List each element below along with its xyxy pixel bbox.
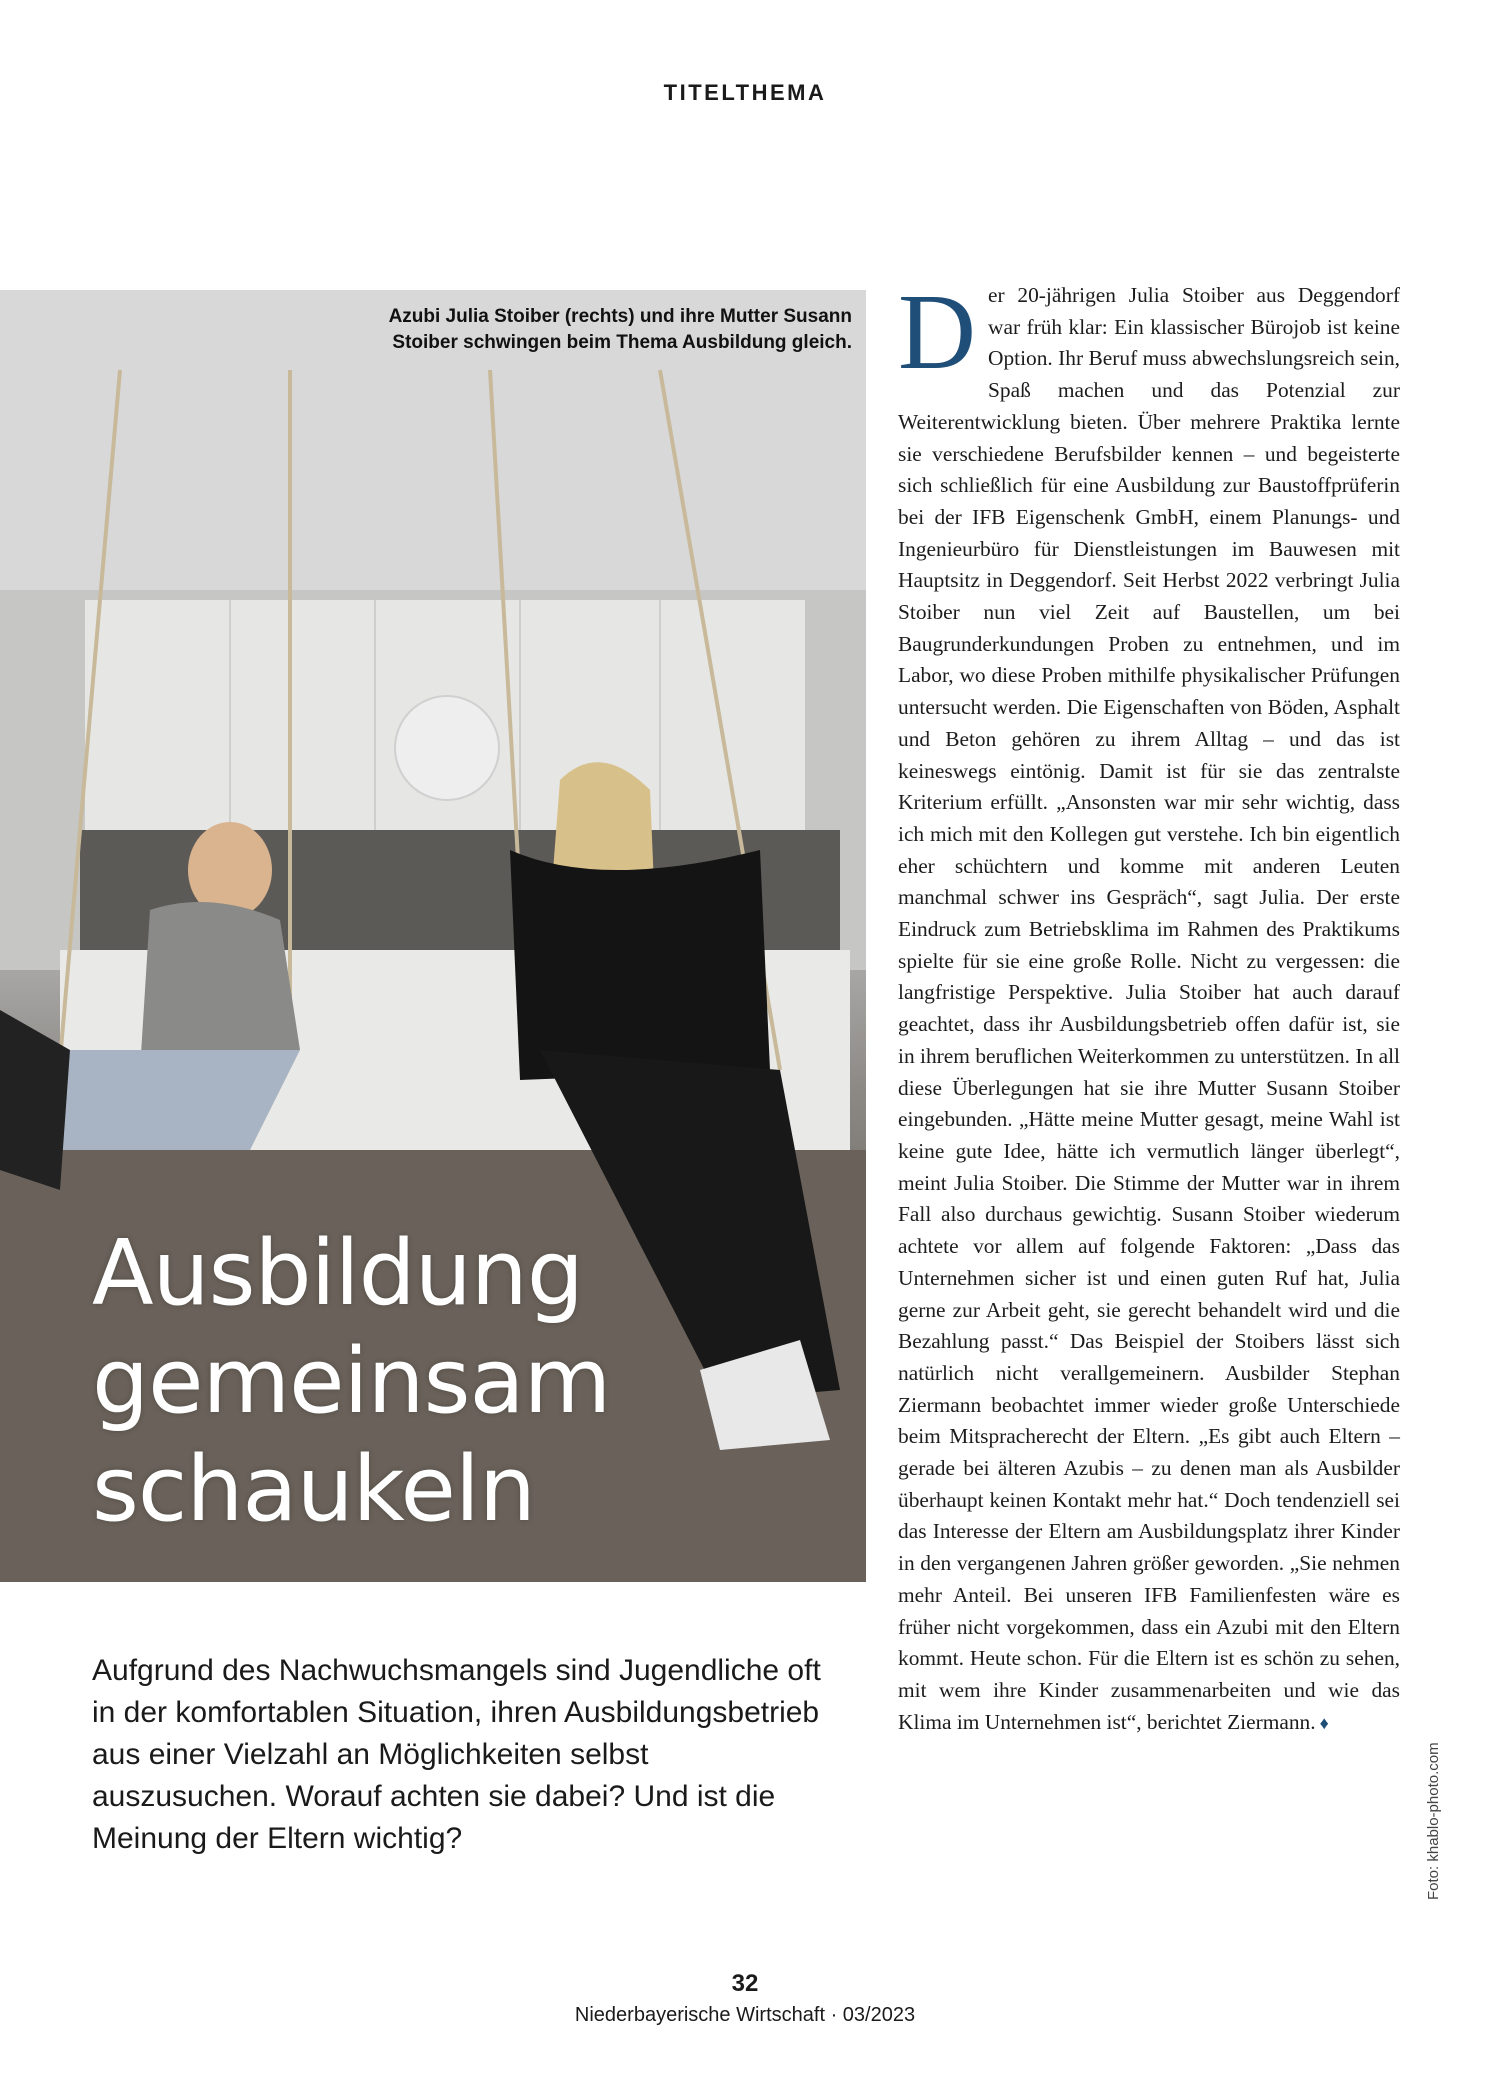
article-text: er 20-jährigen Julia Stoiber aus Deggendorf war früh klar: Ein klassischer Bürojob ist keine Option. Ihr Beruf muss abwechslungsreich sein, Spaß machen und das Potenzial zur Weiterentwicklung bieten. Über mehrere Praktika lernte sie verschiedene Berufsbilder kennen – und begeisterte sich schließlich für eine Ausbildung zur Baustoffprüferin bei der IFB Eigenschenk GmbH, einem Planungs- und Ingenieurbüro für Dienstleistungen im Bauwesen mit Hauptsitz in Deggendorf. Seit Herbst 2022 verbringt Julia Stoiber nun viel Zeit auf Baustellen, um bei Baugrunderkundungen Proben zu entnehmen, und im Labor, wo diese Proben mithilfe physikalischer Prüfungen untersucht werden. Die Eigenschaften von Böden, Asphalt und Beton gehören zu ihrem Alltag – und das ist keineswegs eintönig. Damit ist für sie das zentralste Kriterium erfüllt. „Ansonsten war mir sehr wichtig, dass ich mich mit den Kollegen gut verstehe. Ich bin eigentlich eher schüchtern und komme mit anderen Leuten manchmal schwer ins Gespräch“, sagt Julia. Der erste Eindruck zum Betriebsklima im Rahmen des Praktikums spielte für sie eine große Rolle. Nicht zu vergessen: die langfristige Perspektive. Julia Stoiber hat auch darauf geachtet, dass ihr Ausbildungsbetrieb offen dafür ist, sie in ihrem beruflichen Weiterkommen zu unterstützen. In all diese Überlegungen hat sie ihre Mutter Susann Stoiber eingebunden. „Hätte meine Mutter gesagt, meine Wahl ist keine gute Idee, hätte ich vermutlich länger überlegt“, meint Julia Stoiber. Die Stimme der Mutter war in ihrem Fall also durchaus gewichtig. Susann Stoiber wiederum achtete vor allem auf folgende Faktoren: „Dass das Unternehmen sicher ist und einen guten Ruf hat, Julia gerne zur Arbeit geht, sie gerecht behandelt wird und die Bezahlung passt.“ Das Beispiel der Stoibers lässt sich natürlich nicht verallgemeinern. Ausbilder Stephan Ziermann beobachtet immer wieder große Unterschiede beim Mitspracherecht der Eltern. „Es gibt auch Eltern – gerade bei älteren Azubis – zu denen man als Ausbilder überhaupt keinen Kontakt mehr hat.“ Doch tendenziell sei das Interesse der Eltern am Ausbildungsplatz ihrer Kinder in den vergangenen Jahren größer geworden. „Sie nehmen mehr Anteil. Bei unseren IFB Familienfesten wäre es früher nicht vorgekommen, dass ein Azubi mit den Eltern kommt. Heute schon. Für die Eltern ist es schön zu sehen, mit wem ihre Kinder zusammenarbeiten und wie das Klima im Unternehmen ist“, berichtet Ziermann. [898, 283, 1400, 1734]
photo-credit: Foto: khablo-photo.com [1425, 1742, 1442, 1900]
hero-photo [0, 290, 866, 1582]
publication-footer: Niederbayerische Wirtschaft · 03/2023 [574, 2004, 916, 2026]
headline-line-2: gemeinsam [92, 1329, 611, 1434]
headline [92, 1220, 832, 1544]
headline-line-3: schaukeln [92, 1437, 535, 1542]
dropcap: D [898, 273, 976, 392]
photo-caption: Azubi Julia Stoiber (rechts) und ihre Mutter Susann Stoiber schwingen beim Thema Ausbildung gleich. [388, 306, 852, 353]
wall-clock [395, 696, 499, 800]
mother-boots [0, 1010, 70, 1190]
headline-line-1: Ausbildung [92, 1221, 583, 1326]
end-mark-icon: ♦ [1319, 1712, 1329, 1733]
daughter-sweater [510, 850, 770, 1080]
mother-sweater [140, 902, 300, 1070]
page-number: 32 [731, 1970, 759, 1997]
article-body [898, 273, 1400, 1739]
section-label: TITELTHEMA [663, 80, 827, 105]
lead-paragraph: Aufgrund des Nachwuchsmangels sind Jugendliche oft in der komfortablen Situation, ihren Ausbildungsbetrieb aus einer Vielzahl an Möglichkeiten selbst auszusuchen. Worauf achten sie dabei? Und ist die Meinung der Eltern wichtig? [92, 1654, 821, 1855]
